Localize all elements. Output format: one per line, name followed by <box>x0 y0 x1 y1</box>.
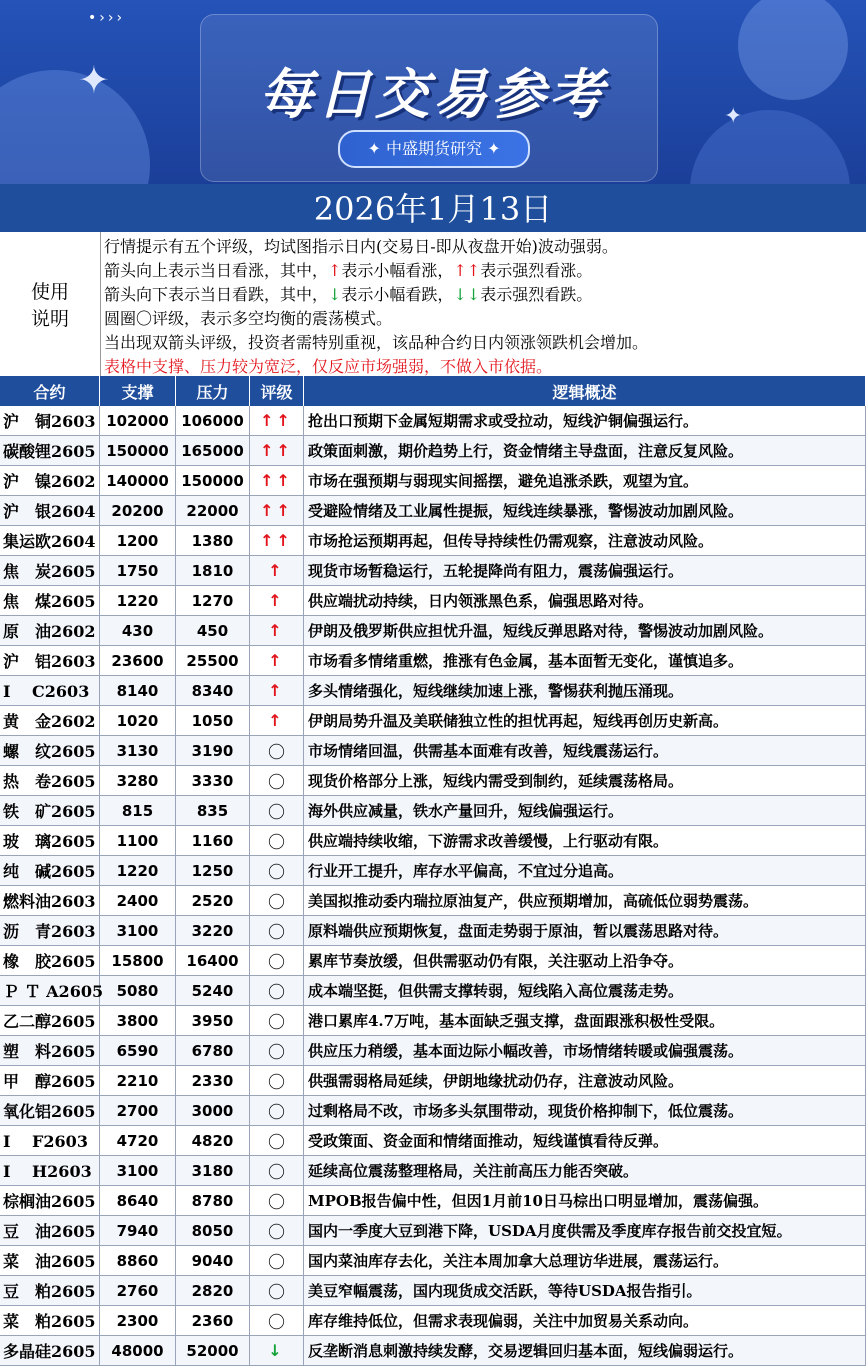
table-body <box>0 406 866 1366</box>
support-cell: 8640 <box>100 1186 176 1215</box>
rating-cell <box>250 676 304 705</box>
resistance-cell: 165000 <box>176 436 250 465</box>
resistance-cell: 1250 <box>176 856 250 885</box>
logic-cell: 过剩格局不改，市场多头氛围带动，现货价格抑制下，低位震荡。 <box>304 1096 866 1125</box>
circle-icon: 〇 <box>268 1013 285 1033</box>
usage-disclaimer: 表格中支撑、压力较为宽泛，仅反应市场强弱，不做入市依据。 <box>104 357 553 376</box>
support-cell: 3100 <box>100 1156 176 1185</box>
usage-line: 圆圈〇评级，表示多空均衡的震荡模式。 <box>104 309 393 328</box>
support-cell: 20200 <box>100 496 176 525</box>
logic-cell: 国内菜油库存去化，关注本周加拿大总理访华进展，震荡运行。 <box>304 1246 866 1275</box>
resistance-cell: 6780 <box>176 1036 250 1065</box>
arrow-up-icon: ↑ <box>268 651 285 670</box>
table-row <box>0 496 866 526</box>
contract-cell: 塑 料2605 <box>0 1036 100 1065</box>
logic-cell: 美豆窄幅震荡，国内现货成交活跃，等待USDA报告指引。 <box>304 1276 866 1305</box>
header-banner <box>0 0 866 184</box>
table-row <box>0 1186 866 1216</box>
support-cell: 3130 <box>100 736 176 765</box>
support-cell: 1220 <box>100 586 176 615</box>
contract-cell: Ｐ Ｔ A2605 <box>0 976 100 1005</box>
logic-cell: 港口累库4.7万吨，基本面缺乏强支撑，盘面跟涨积极性受限。 <box>304 1006 866 1035</box>
circle-icon: 〇 <box>268 953 285 973</box>
table-row <box>0 886 866 916</box>
resistance-cell: 1380 <box>176 526 250 555</box>
report-date: 2026年1月13日 <box>0 184 866 232</box>
table-row <box>0 436 866 466</box>
contract-cell: 沪 铝2603 <box>0 646 100 675</box>
logic-cell: 库存维持低位，但需求表现偏弱，关注中加贸易关系动向。 <box>304 1306 866 1335</box>
rating-cell <box>250 1246 304 1275</box>
rating-cell <box>250 976 304 1005</box>
table-row <box>0 766 866 796</box>
resistance-cell: 3000 <box>176 1096 250 1125</box>
arrow-up-icon: ↑↑ <box>260 441 293 460</box>
table-row <box>0 1006 866 1036</box>
support-cell: 1220 <box>100 856 176 885</box>
rating-cell <box>250 1276 304 1305</box>
arrow-up-icon: ↑ <box>268 681 285 700</box>
support-cell: 1100 <box>100 826 176 855</box>
contract-cell: 铁 矿2605 <box>0 796 100 825</box>
support-cell: 15800 <box>100 946 176 975</box>
table-row <box>0 946 866 976</box>
logic-cell: 现货市场暂稳运行，五轮提降尚有阻力，震荡偏强运行。 <box>304 556 866 585</box>
contract-cell: 沪 镍2602 <box>0 466 100 495</box>
resistance-cell: 9040 <box>176 1246 250 1275</box>
table-row <box>0 826 866 856</box>
support-cell: 2400 <box>100 886 176 915</box>
contract-cell: 菜 油2605 <box>0 1246 100 1275</box>
logic-cell: 市场情绪回温，供需基本面难有改善，短线震荡运行。 <box>304 736 866 765</box>
support-cell: 48000 <box>100 1336 176 1365</box>
circle-icon: 〇 <box>268 743 285 763</box>
rating-cell <box>250 1216 304 1245</box>
contract-cell: 沪 银2604 <box>0 496 100 525</box>
resistance-cell: 52000 <box>176 1336 250 1365</box>
table-row <box>0 1216 866 1246</box>
contract-cell: I C2603 <box>0 676 100 705</box>
resistance-cell: 1810 <box>176 556 250 585</box>
table-row <box>0 1036 866 1066</box>
support-cell: 23600 <box>100 646 176 675</box>
rating-cell <box>250 1306 304 1335</box>
resistance-cell: 3950 <box>176 1006 250 1035</box>
sparkle-icon: ✦ <box>78 58 110 102</box>
table-row <box>0 1246 866 1276</box>
logic-cell: 供应压力稍缓，基本面边际小幅改善，市场情绪转暖或偏强震荡。 <box>304 1036 866 1065</box>
rating-cell <box>250 1006 304 1035</box>
table-header <box>0 376 866 406</box>
support-cell: 8860 <box>100 1246 176 1275</box>
table-row <box>0 1126 866 1156</box>
resistance-cell: 450 <box>176 616 250 645</box>
publisher-badge: ✦ 中盛期货研究 ✦ <box>338 130 530 168</box>
table-row <box>0 1066 866 1096</box>
contract-cell: 氧化铝2605 <box>0 1096 100 1125</box>
support-cell: 2300 <box>100 1306 176 1335</box>
contract-cell: 菜 粕2605 <box>0 1306 100 1335</box>
circle-icon: 〇 <box>268 863 285 883</box>
resistance-cell: 106000 <box>176 406 250 435</box>
circle-icon: 〇 <box>268 1283 285 1303</box>
table-row <box>0 796 866 826</box>
support-cell: 430 <box>100 616 176 645</box>
logic-cell: 供强需弱格局延续，伊朗地缘扰动仍存，注意波动风险。 <box>304 1066 866 1095</box>
contract-cell: 沪 铜2603 <box>0 406 100 435</box>
resistance-cell: 1050 <box>176 706 250 735</box>
table-row <box>0 856 866 886</box>
table-row <box>0 526 866 556</box>
logic-cell: 市场抢运预期再起，但传导持续性仍需观察，注意波动风险。 <box>304 526 866 555</box>
logic-cell: 原料端供应预期恢复，盘面走势弱于原油，暂以震荡思路对待。 <box>304 916 866 945</box>
resistance-cell: 2360 <box>176 1306 250 1335</box>
contract-cell: 玻 璃2605 <box>0 826 100 855</box>
support-cell: 3280 <box>100 766 176 795</box>
contract-cell: 棕榈油2605 <box>0 1186 100 1215</box>
support-cell: 3100 <box>100 916 176 945</box>
resistance-cell: 3330 <box>176 766 250 795</box>
resistance-cell: 835 <box>176 796 250 825</box>
circle-icon: 〇 <box>268 893 285 913</box>
circle-icon: 〇 <box>268 1253 285 1273</box>
resistance-cell: 25500 <box>176 646 250 675</box>
support-cell: 2760 <box>100 1276 176 1305</box>
support-cell: 6590 <box>100 1036 176 1065</box>
circle-icon: 〇 <box>268 773 285 793</box>
support-cell: 1750 <box>100 556 176 585</box>
contract-cell: 沥 青2603 <box>0 916 100 945</box>
contract-cell: 燃料油2603 <box>0 886 100 915</box>
support-cell: 8140 <box>100 676 176 705</box>
logic-cell: 伊朗局势升温及美联储独立性的担忧再起，短线再创历史新高。 <box>304 706 866 735</box>
arrow-up-icon: ↑ <box>268 591 285 610</box>
contract-cell: 原 油2602 <box>0 616 100 645</box>
circle-icon: 〇 <box>268 1133 285 1153</box>
table-row <box>0 676 866 706</box>
table-row <box>0 1096 866 1126</box>
support-cell: 1200 <box>100 526 176 555</box>
support-cell: 4720 <box>100 1126 176 1155</box>
circle-icon: 〇 <box>268 1043 285 1063</box>
logic-cell: 现货价格部分上涨，短线内需受到制约，延续震荡格局。 <box>304 766 866 795</box>
arrow-up-icon: ↑↑ <box>260 531 293 550</box>
arrow-up-icon: ↑↑ <box>260 501 293 520</box>
rating-cell <box>250 826 304 855</box>
rating-cell <box>250 1126 304 1155</box>
logic-cell: 反垄断消息刺激持续发酵，交易逻辑回归基本面，短线偏弱运行。 <box>304 1336 866 1365</box>
rating-cell <box>250 646 304 675</box>
table-row <box>0 916 866 946</box>
logic-cell: 受避险情绪及工业属性提振，短线连续暴涨，警惕波动加剧风险。 <box>304 496 866 525</box>
logic-cell: 市场看多情绪重燃，推涨有色金属，基本面暂无变化，谨慎追多。 <box>304 646 866 675</box>
support-cell: 5080 <box>100 976 176 1005</box>
resistance-cell: 1270 <box>176 586 250 615</box>
table-row <box>0 1306 866 1336</box>
usage-notes <box>0 232 866 377</box>
rating-cell <box>250 1336 304 1365</box>
rating-cell <box>250 946 304 975</box>
circle-icon: 〇 <box>268 983 285 1003</box>
logic-cell: 延续高位震荡整理格局，关注前高压力能否突破。 <box>304 1156 866 1185</box>
rating-cell <box>250 1156 304 1185</box>
header-resistance: 压力 <box>176 376 250 406</box>
rating-cell <box>250 616 304 645</box>
table-row <box>0 616 866 646</box>
rating-cell <box>250 406 304 435</box>
support-cell: 150000 <box>100 436 176 465</box>
support-cell: 2210 <box>100 1066 176 1095</box>
resistance-cell: 8050 <box>176 1216 250 1245</box>
arrow-down-icon: ↓ <box>268 1341 285 1360</box>
usage-line: 当出现双箭头评级，投资者需特别重视，该品种合约日内领涨领跌机会增加。 <box>104 333 649 352</box>
resistance-cell: 22000 <box>176 496 250 525</box>
resistance-cell: 3220 <box>176 916 250 945</box>
circle-icon: 〇 <box>268 1073 285 1093</box>
rating-cell <box>250 916 304 945</box>
logic-cell: 供应端扰动持续，日内领涨黑色系，偏强思路对待。 <box>304 586 866 615</box>
contract-cell: 焦 煤2605 <box>0 586 100 615</box>
usage-label: 使用 说明 <box>0 232 101 376</box>
header-contract: 合约 <box>0 376 100 406</box>
logic-cell: 受政策面、资金面和情绪面推动，短线谨慎看待反弹。 <box>304 1126 866 1155</box>
logic-cell: 供应端持续收缩，下游需求改善缓慢，上行驱动有限。 <box>304 826 866 855</box>
header-rating: 评级 <box>250 376 304 406</box>
circle-icon: 〇 <box>268 1103 285 1123</box>
rating-cell <box>250 706 304 735</box>
contract-cell: 豆 油2605 <box>0 1216 100 1245</box>
sparkle-icon: ✦ <box>724 104 743 129</box>
table-row <box>0 646 866 676</box>
contract-cell: I H2603 <box>0 1156 100 1185</box>
rating-cell <box>250 766 304 795</box>
contract-cell: 黄 金2602 <box>0 706 100 735</box>
rating-cell <box>250 736 304 765</box>
logic-cell: 美国拟推动委内瑞拉原油复产，供应预期增加，高硫低位弱势震荡。 <box>304 886 866 915</box>
rating-cell <box>250 856 304 885</box>
usage-line: 箭头向下表示当日看跌，其中，↓表示小幅看跌，↓↓表示强烈看跌。 <box>104 285 593 304</box>
table-row <box>0 1156 866 1186</box>
page-title: 每日交易参考 <box>259 63 607 126</box>
contract-cell: 纯 碱2605 <box>0 856 100 885</box>
header-support: 支撑 <box>100 376 176 406</box>
resistance-cell: 150000 <box>176 466 250 495</box>
resistance-cell: 2520 <box>176 886 250 915</box>
contract-cell: 碳酸锂2605 <box>0 436 100 465</box>
resistance-cell: 5240 <box>176 976 250 1005</box>
contract-cell: 乙二醇2605 <box>0 1006 100 1035</box>
arrow-up-icon: ↑ <box>268 711 285 730</box>
resistance-cell: 1160 <box>176 826 250 855</box>
circle-icon: 〇 <box>268 803 285 823</box>
rating-cell <box>250 1186 304 1215</box>
table-row <box>0 406 866 436</box>
rating-cell <box>250 526 304 555</box>
logic-cell: 多头情绪强化，短线继续加速上涨，警惕获利抛压涌现。 <box>304 676 866 705</box>
circle-icon: 〇 <box>268 923 285 943</box>
logic-cell: 市场在强预期与弱现实间摇摆，避免追涨杀跌，观望为宜。 <box>304 466 866 495</box>
table-row <box>0 556 866 586</box>
resistance-cell: 16400 <box>176 946 250 975</box>
arrow-up-icon: ↑ <box>268 561 285 580</box>
rating-cell <box>250 496 304 525</box>
resistance-cell: 2330 <box>176 1066 250 1095</box>
usage-line: 箭头向上表示当日看涨，其中，↑表示小幅看涨，↑↑表示强烈看涨。 <box>104 261 593 280</box>
resistance-cell: 8780 <box>176 1186 250 1215</box>
logic-cell: 政策面刺激，期价趋势上行，资金情绪主导盘面，注意反复风险。 <box>304 436 866 465</box>
rating-cell <box>250 1066 304 1095</box>
circle-icon: 〇 <box>268 1163 285 1183</box>
support-cell: 7940 <box>100 1216 176 1245</box>
contract-cell: 甲 醇2605 <box>0 1066 100 1095</box>
resistance-cell: 8340 <box>176 676 250 705</box>
table-row <box>0 1276 866 1306</box>
circle-icon: 〇 <box>268 1313 285 1333</box>
logic-cell: 伊朗及俄罗斯供应担忧升温，短线反弹思路对待，警惕波动加剧风险。 <box>304 616 866 645</box>
resistance-cell: 2820 <box>176 1276 250 1305</box>
circle-icon: 〇 <box>268 1193 285 1213</box>
arrow-up-icon: ↑↑ <box>260 471 293 490</box>
resistance-cell: 3180 <box>176 1156 250 1185</box>
logic-cell: 海外供应减量，铁水产量回升，短线偏强运行。 <box>304 796 866 825</box>
circle-icon: 〇 <box>268 833 285 853</box>
logic-cell: 成本端坚挺，但供需支撑转弱，短线陷入高位震荡走势。 <box>304 976 866 1005</box>
contract-cell: 橡 胶2605 <box>0 946 100 975</box>
resistance-cell: 3190 <box>176 736 250 765</box>
rating-cell <box>250 436 304 465</box>
table-row <box>0 736 866 766</box>
support-cell: 2700 <box>100 1096 176 1125</box>
contract-cell: 豆 粕2605 <box>0 1276 100 1305</box>
rating-cell <box>250 1036 304 1065</box>
usage-line: 行情提示有五个评级，均试图指示日内(交易日-即从夜盘开始)波动强弱。 <box>104 237 618 256</box>
logic-cell: 国内一季度大豆到港下降，USDA月度供需及季度库存报告前交投宜短。 <box>304 1216 866 1245</box>
rating-cell <box>250 466 304 495</box>
circle-icon: 〇 <box>268 1223 285 1243</box>
support-cell: 1020 <box>100 706 176 735</box>
arrow-up-icon: ↑ <box>268 621 285 640</box>
arrow-up-icon: ↑↑ <box>260 411 293 430</box>
support-cell: 815 <box>100 796 176 825</box>
resistance-cell: 4820 <box>176 1126 250 1155</box>
contract-cell: 集运欧2604 <box>0 526 100 555</box>
logic-cell: MPOB报告偏中性，但因1月前10日马棕出口明显增加，震荡偏强。 <box>304 1186 866 1215</box>
support-cell: 102000 <box>100 406 176 435</box>
arrows-decor: •››› <box>88 10 126 26</box>
contract-cell: 焦 炭2605 <box>0 556 100 585</box>
rating-cell <box>250 796 304 825</box>
table-row <box>0 466 866 496</box>
header-logic: 逻辑概述 <box>304 376 866 406</box>
logic-cell: 累库节奏放缓，但供需驱动仍有限，关注驱动上沿争夺。 <box>304 946 866 975</box>
rating-cell <box>250 556 304 585</box>
logic-cell: 行业开工提升，库存水平偏高，不宜过分追高。 <box>304 856 866 885</box>
table-row <box>0 706 866 736</box>
support-cell: 140000 <box>100 466 176 495</box>
contract-cell: I F2603 <box>0 1126 100 1155</box>
rating-cell <box>250 886 304 915</box>
contract-cell: 热 卷2605 <box>0 766 100 795</box>
rating-cell <box>250 1096 304 1125</box>
contract-cell: 螺 纹2605 <box>0 736 100 765</box>
logic-cell: 抢出口预期下金属短期需求或受拉动，短线沪铜偏强运行。 <box>304 406 866 435</box>
table-row <box>0 976 866 1006</box>
contract-cell: 多晶硅2605 <box>0 1336 100 1365</box>
table-row <box>0 586 866 616</box>
support-cell: 3800 <box>100 1006 176 1035</box>
rating-cell <box>250 586 304 615</box>
